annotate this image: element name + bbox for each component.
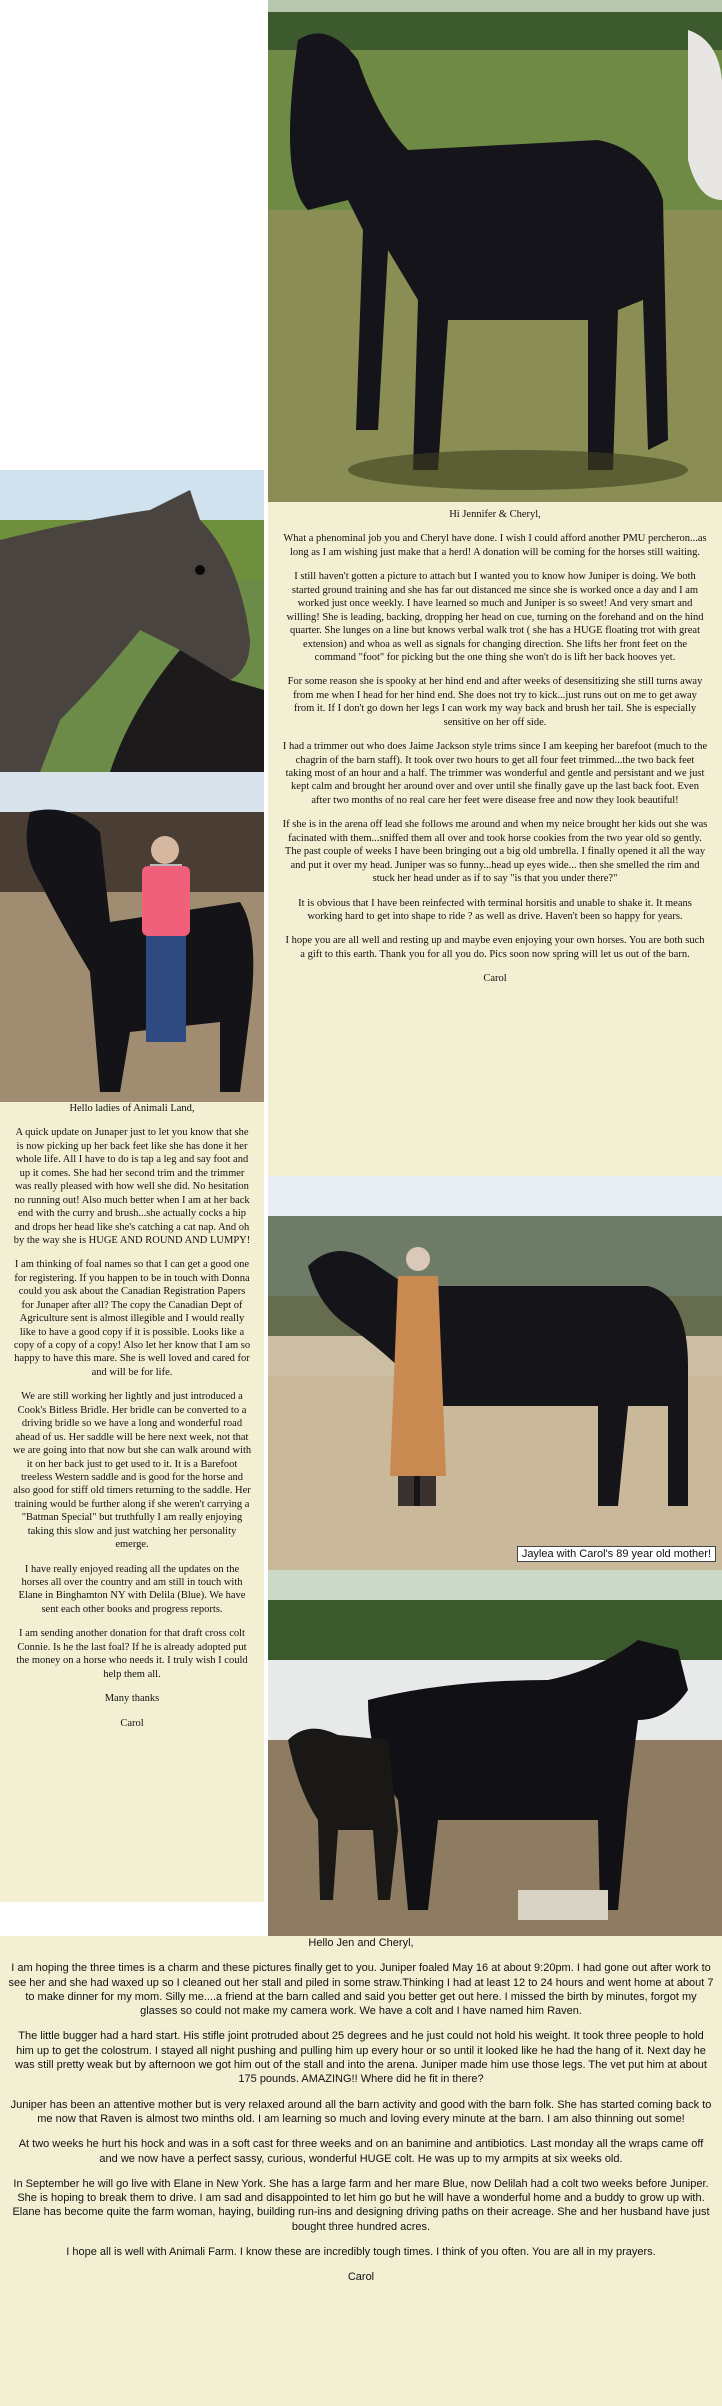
letter-paragraph: It is obvious that I have been reinfected with terminal horsitis and unable to shake it. It means working hard to get into shape to ride ? as well as drive. Haven't been so happy for years.: [298, 897, 692, 922]
letter-paragraph: I hope all is well with Animali Farm. I know these are incredibly tough times. I think of you often. You are all in my prayers.: [66, 2246, 656, 2259]
letter-greeting: Hello ladies of Animali Land,: [69, 1103, 195, 1114]
photo-mare-and-foal: [268, 1570, 722, 1936]
photo-black-horse-field: [268, 0, 722, 502]
letter-paragraph: The little bugger had a hard start. His stifle joint protruded about 25 degrees and he just could not hold his weight. It took three people to hold him up to get the colostrum. I stayed all night pushing and pulling him up every hour or so until it looked like he had the hang of it. Next day he was still pretty weak but by afternoon we got him out of the stall and into the arena. Juniper made him use those legs. The vet put him at about 175 pounds. AMAZING!! Where did he fit in there?: [15, 2030, 707, 2086]
letter-paragraph: We are still working her lightly and just introduced a Cook's Bitless Bridle. Her bridle can be converted to a driving bridle so we have a long and wonderful road ahead of us. Her saddle will be here next week, not that we are going into that now but she can walk around with it on her back just to get used to it. It is a Barefoot treeless Western saddle and is good for the horse and also good for stiff old timers returning to the saddle. Her training would be further along if she weren't carrying a "Batman Special" but truthfully I am really enjoying taking this slow and just watching her personality emerge.: [12, 1391, 252, 1551]
letter-paragraph: I am sending another donation for that draft cross colt Connie. Is he the last foal? If he is already adopted put the money on a horse who needs it. I truly wish I could help them all.: [16, 1628, 248, 1680]
letter-raven-foal: [0, 1936, 722, 2406]
letter-paragraph: Many thanks: [104, 1693, 160, 1705]
letter-paragraph: What a phenominal job you and Cheryl have done. I wish I could afford another PMU percheron...as long as I am wishing just make that a herd! A donation will be coming for the horses still waiting.: [283, 533, 707, 558]
letter-paragraph: A quick update on Junaper just to let you know that she is now picking up her back feet like she has done it her whole life. All I have to do is tap a leg and say foot and up it comes. She had her second trim and the trimmer was really pleased with how well she did. No hesitation no running out! Also much better when I am at her back end with the curry and brush...she actually cocks a hip and drops her head like she's catching a cat nap. And oh by the way she is HUGE AND ROUND AND LUMPY!: [13, 1127, 251, 1246]
letter-signature: Carol: [347, 2271, 375, 2284]
letter-paragraph: I am thinking of foal names so that I can get a good one for registering. If you happen to be in touch with Donna could you ask about the Canadian Registration Papers for Junaper after all? The copy the Canadian Dept of Agriculture sent is almost illegible and I would really like to have a good copy if it is possible. Looks like a copy of a copy of a copy! Also let her know that I am so happy to have this mare. She is well loved and cared for and will be for life.: [13, 1259, 251, 1378]
photo-caption: Jaylea with Carol's 89 year old mother!: [517, 1546, 716, 1562]
letter-signature: Carol: [483, 973, 507, 985]
letter-greeting: Hello Jen and Cheryl,: [308, 1937, 414, 1949]
letter-animali-land-update: [0, 1102, 264, 1902]
letter-paragraph: Juniper has been an attentive mother but is very relaxed around all the barn activity and good with the barn folk. She has started coming back to me now that Raven is almost two minths old. I am learning so much and loving every minute at the barn. I am also thinning out some!: [10, 2098, 712, 2125]
letter-signature: Carol: [120, 1717, 144, 1729]
photo-elderly-woman-with-horse: [268, 1176, 722, 1570]
photo-horse-head-closeup: [0, 470, 264, 772]
letter-paragraph: I hope you are all well and resting up and maybe even enjoying your own horses. You are both such a gift to this earth. Thank you for all you do. Pics soon now spring will let us out of the barn.: [285, 935, 705, 960]
letter-paragraph: If she is in the arena off lead she follows me around and when my neice brought her kids out she was facinated with them...sniffed them all over and took horse cookies from the two year old so gently. The past couple of weeks I have been bringing out a big old umbrella. I finally opened it all the way and put it over my head. Juniper was so funny...head up eyes wide... then she smelled the rim and stuck her head under as if to say "is that you under there?": [282, 819, 708, 885]
letter-greeting: Hi Jennifer & Cheryl,: [449, 509, 541, 520]
letter-paragraph: I am hoping the three times is a charm and these pictures finally get to you. Juniper foaled May 16 at about 9:20pm. I had gone out after work to see her and she had waxed up so I cleaned out her stall and piled in some straw.Thinking I had at least 12 to 24 hours and went home at about 7 to make dinner for my mom. Silly me....a friend at the barn called and said you better get out here. I missed the birth by minutes, forgot my glasses so could not make my camera work. We have a colt and I have named him Raven.: [8, 1962, 714, 2018]
letter-paragraph: In September he will go live with Elane in New York. She has a large farm and her mare Blue, now Delilah had a colt two weeks before Juniper. She is hoping to break them to drive. I am sad and disappointed to let him go but he will have a wonderful home and a buddy to grow up with. Elane has become quite the farm woman, haying, building run-ins and designing driving paths on their acreage. She and her husband have just bought three hundred acres.: [12, 2177, 710, 2233]
letter-paragraph: I had a trimmer out who does Jaime Jackson style trims since I am keeping her barefoot (much to the chagrin of the barn staff). It took over two hours to get all four feet trimmed...the two back feet taking most of an hour and a half. The trimmer was wonderful and gentle and persistant and we just kept calm and brought her around over and over until she finally gave up the last back foot. Even after two months of no real care her feet were disease free and now they look beautiful!: [282, 741, 708, 806]
letter-paragraph: I have really enjoyed reading all the updates on the horses all over the country and am still in touch with Elane in Binghamton NY with Delila (Blue). We have sent each other books and progress reports.: [18, 1563, 246, 1615]
letter-juniper-update: [268, 502, 722, 1176]
letter-paragraph: I still haven't gotten a picture to attach but I wanted you to know how Juniper is doing. We both started ground training and she has far out distanced me since she is worked once a day and I am worked just once weekly. I have learned so much and Juniper is so sweet! And very smart and willing! She is leading, backing, dropping her head on cue, turning on the forehand and on the hind quarter. She lunges on a line but knows verbal walk trot ( she has a HUGE floating trot with great extension) and whoa as well as signals for changing direction. She lifts her front feet on the command "foot" for picking but the one thing she won't do is lift her back hooves yet.: [286, 571, 704, 663]
letter-paragraph: At two weeks he hurt his hock and was in a soft cast for three weeks and on an banimine and antibiotics. Last monday all the wraps came off and we now have a perfect sassy, curious, wonderful HUGE colt. He was up to my armpits at six weeks old.: [18, 2138, 704, 2165]
letter-paragraph: For some reason she is spooky at her hind end and after weeks of desensitizing she still turns away from me when I head for her hind end. She does not try to kick...just runs out on me to get away from it. If I don't go down her legs I can work my way back and brush her tail. She is especially sensitive on her off side.: [287, 676, 703, 728]
photo-woman-with-horse: [0, 772, 264, 1102]
